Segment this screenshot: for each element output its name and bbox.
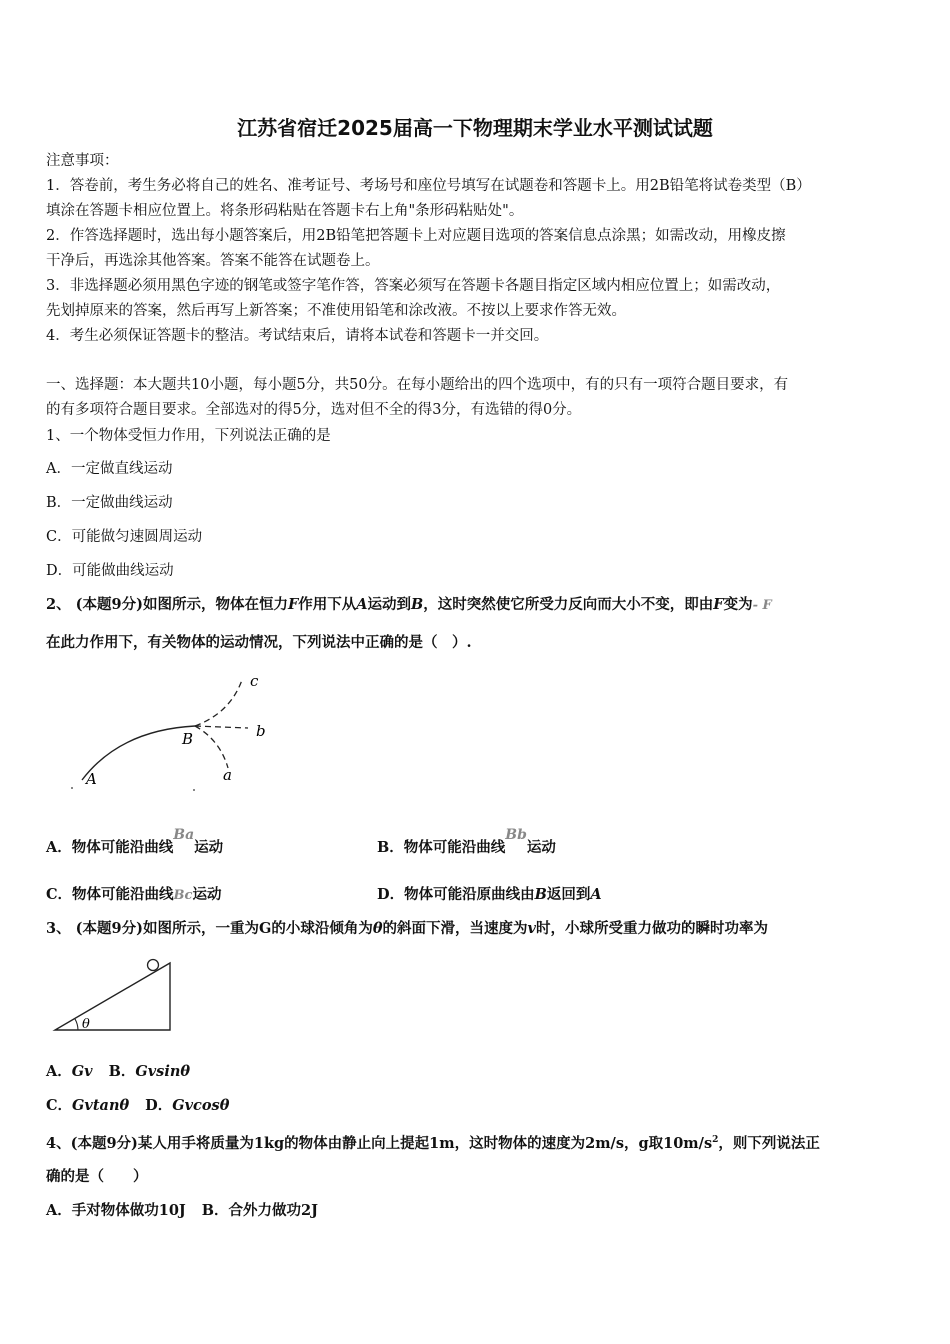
- notice-line: 3．非选择题必须用黑色字迹的钢笔或签字笔作答，答案必须写在答题卡各题目指定区域内相应位置上；如需改动，: [46, 278, 781, 294]
- q4-stem-line2: 确的是（ ）: [46, 1168, 148, 1185]
- q1-option-b: B．一定做曲线运动: [46, 495, 173, 511]
- q4-options-ab: A．手对物体做功10J B．合外力做功2J: [46, 1202, 319, 1219]
- label-B: B: [182, 730, 194, 748]
- q2-option-a: A．物体可能沿曲线Ba运动: [46, 827, 224, 856]
- curve-a: [195, 726, 228, 768]
- angle-arc: [75, 1019, 78, 1030]
- page-title: 江苏省宿迁2025届高一下物理期末学业水平测试试题: [237, 116, 713, 140]
- q2-trajectory-figure: [60, 668, 280, 798]
- q1-option-c: C．可能做匀速圆周运动: [46, 529, 203, 545]
- q3-options-ab: A．Gv B．Gvsinθ: [46, 1063, 191, 1080]
- q3-incline-figure: [50, 955, 180, 1037]
- section-intro: 的有多项符合题目要求。全部选对的得5分，选对但不全的得3分，有选错的得0分。: [46, 402, 582, 418]
- ball: [148, 960, 159, 971]
- notice-line: 填涂在答题卡相应位置上。将条形码粘贴在答题卡右上角"条形码粘贴处"。: [46, 203, 524, 219]
- curve-b: [195, 726, 248, 728]
- notice-line: 4．考生必须保证答题卡的整洁。考试结束后，请将本试卷和答题卡一并交回。: [46, 328, 549, 344]
- q4-stem: 4、(本题9分)某人用手将质量为1kg的物体由静止向上提起1m，这时物体的速度为2m/s，g取$10m/s^2$，则下列说法正: [46, 1134, 820, 1152]
- q2-stem-line2: 在此力作用下，有关物体的运动情况，下列说法中正确的是（ ）.: [46, 634, 472, 651]
- incline-triangle: [55, 963, 170, 1030]
- q1-option-a: A．一定做直线运动: [46, 461, 173, 477]
- section-intro: 一、选择题：本大题共10小题，每小题5分，共50分。在每小题给出的四个选项中，有的只有一项符合题目要求，有: [46, 377, 789, 393]
- curve-c: [195, 680, 242, 726]
- label-theta: θ: [82, 1017, 90, 1032]
- notice-line: 干净后，再选涂其他答案。答案不能答在试题卷上。: [46, 253, 380, 269]
- q3-stem: 3、 (本题9分)如图所示，一重为G的小球沿倾角为θ的斜面下滑，当速度为v时，小球所受重力做功的瞬时功率为: [46, 920, 768, 937]
- label-A: A: [86, 770, 97, 788]
- q2-option-d: D．物体可能沿原曲线由B返回到A: [377, 886, 602, 903]
- trajectory-curve-ab: [82, 726, 195, 780]
- label-a: a: [223, 766, 232, 784]
- q2-option-b: B．物体可能沿曲线Bb运动: [377, 827, 556, 856]
- label-c: c: [250, 672, 259, 690]
- notice-line: 1．答卷前，考生务必将自己的姓名、准考证号、考场号和座位号填写在试题卷和答题卡上。用2B铅笔将试卷类型（B）: [46, 178, 811, 194]
- label-b: b: [256, 722, 266, 740]
- q3-options-cd: C．Gvtanθ D．Gvcosθ: [46, 1097, 230, 1114]
- q1-option-d: D．可能做曲线运动: [46, 563, 174, 579]
- notice-heading: 注意事项：: [46, 153, 119, 169]
- q2-option-c: C．物体可能沿曲线Bc运动: [46, 886, 222, 903]
- notice-line: 2．作答选择题时，选出每小题答案后，用2B铅笔把答题卡上对应题目选项的答案信息点涂黑；如需改动，用橡皮擦: [46, 228, 786, 244]
- q2-stem: 2、 (本题9分)如图所示，物体在恒力F作用下从A运动到B，这时突然使它所受力反向而大小不变，即由F变为- F: [46, 596, 772, 613]
- notice-line: 先划掉原来的答案，然后再写上新答案；不准使用铅笔和涂改液。不按以上要求作答无效。: [46, 303, 626, 319]
- q1-stem: 1、一个物体受恒力作用，下列说法正确的是: [46, 428, 331, 444]
